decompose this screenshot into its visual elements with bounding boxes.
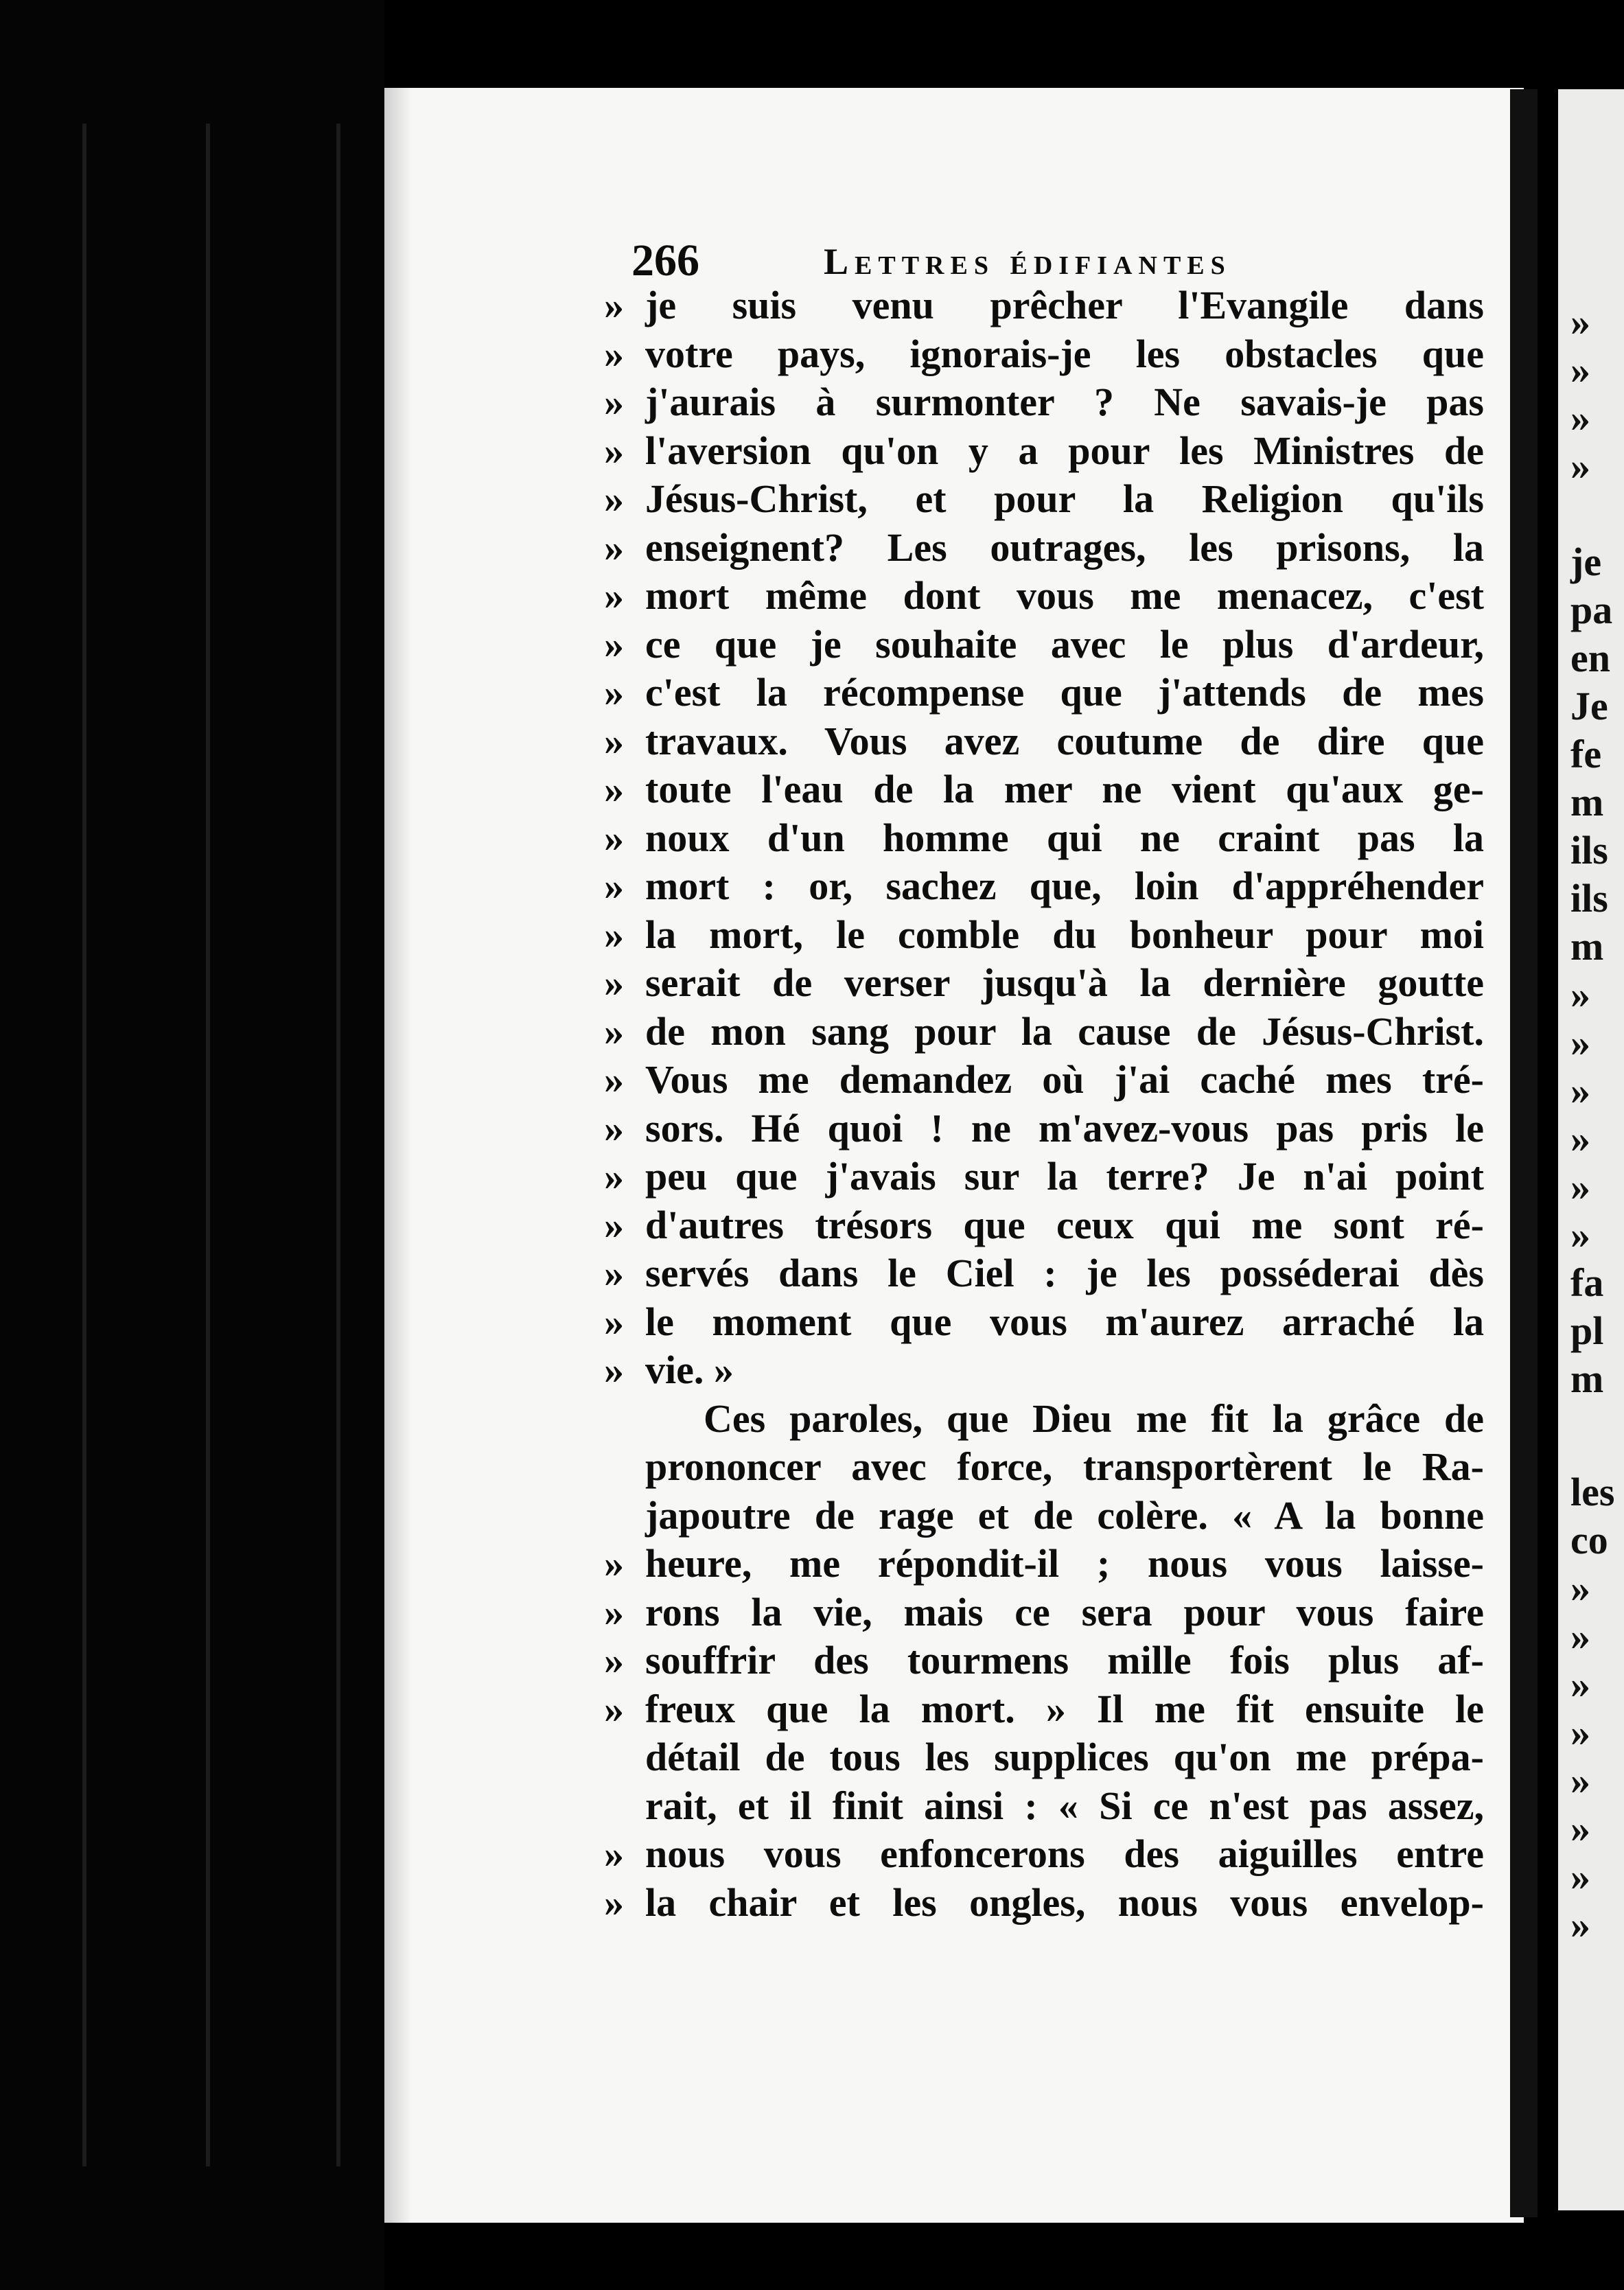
quote-marker: » xyxy=(604,331,624,376)
text-line-content: votre pays, ignorais-je les obstacles que xyxy=(645,331,1484,376)
page-gutter-shading xyxy=(384,88,412,2223)
facing-page-text: fa xyxy=(1570,1260,1604,1305)
text-line-content: prononcer avec force, transportèrent le Ra- xyxy=(645,1444,1484,1489)
quote-marker: » xyxy=(604,864,624,908)
text-line-content: travaux. Vous avez coutume de dire que xyxy=(645,718,1484,763)
facing-page-text: » xyxy=(1570,1068,1590,1113)
facing-page-text: m xyxy=(1570,1356,1604,1401)
text-line xyxy=(604,814,1484,863)
text-line xyxy=(604,1056,1484,1104)
text-line xyxy=(604,1298,1484,1347)
text-line-content: mort même dont vous me menacez, c'est xyxy=(645,573,1484,618)
quote-marker: » xyxy=(604,767,624,811)
text-line-content: rons la vie, mais ce sera pour vous faire xyxy=(645,1589,1484,1634)
binding-stripe xyxy=(82,124,86,2166)
facing-page-text: pl xyxy=(1570,1308,1604,1353)
facing-page-text: » xyxy=(1570,1614,1590,1658)
facing-page-text: » xyxy=(1570,972,1590,1017)
quote-marker: » xyxy=(604,1299,624,1344)
text-line xyxy=(604,1540,1484,1588)
text-line xyxy=(604,572,1484,621)
facing-page-text: je xyxy=(1570,540,1602,584)
facing-page-text: ils xyxy=(1570,828,1608,872)
text-line-content: de mon sang pour la cause de Jésus-Christ. xyxy=(645,1008,1484,1054)
text-line xyxy=(604,1588,1484,1637)
quote-marker: » xyxy=(604,1057,624,1102)
quote-marker: » xyxy=(604,1589,624,1634)
quote-marker: » xyxy=(604,1831,624,1876)
text-line-content: freux que la mort. » Il me fit ensuite le xyxy=(645,1686,1484,1731)
facing-page-text: » xyxy=(1570,1854,1590,1899)
quote-marker: » xyxy=(604,524,624,570)
text-line xyxy=(604,1636,1484,1685)
text-line-content: c'est la récompense que j'attends de mes xyxy=(645,670,1484,715)
quote-marker: » xyxy=(604,621,624,667)
quote-marker: » xyxy=(604,1348,624,1392)
quote-marker: » xyxy=(604,1105,624,1150)
text-line xyxy=(604,1249,1484,1298)
text-line xyxy=(645,1782,1484,1831)
quote-marker: » xyxy=(604,670,624,715)
text-line-content: vie. » xyxy=(645,1348,734,1392)
text-line xyxy=(645,1733,1484,1782)
facing-page-text: » xyxy=(1570,1566,1590,1610)
quote-marker: » xyxy=(604,912,624,957)
text-line-content: j'aurais à surmonter ? Ne savais-je pas xyxy=(645,380,1484,424)
page-edge-shadow xyxy=(1510,89,1538,2217)
text-line-content: Ces paroles, que Dieu me fit la grâce de xyxy=(704,1396,1484,1441)
facing-page-text: » xyxy=(1570,395,1590,440)
text-line xyxy=(604,281,1484,330)
text-line xyxy=(604,765,1484,814)
facing-page-text: en xyxy=(1570,636,1610,680)
text-line-content: Vous me demandez où j'ai caché mes tré- xyxy=(645,1057,1484,1102)
text-line-content: toute l'eau de la mer ne vient qu'aux ge- xyxy=(645,767,1484,811)
text-line xyxy=(604,1153,1484,1201)
body-text xyxy=(604,281,1484,1927)
page-number: 266 xyxy=(631,235,699,286)
text-line-content: la chair et les ongles, nous vous envelop- xyxy=(645,1880,1484,1925)
text-line xyxy=(604,524,1484,572)
quote-marker: » xyxy=(604,573,624,618)
text-line xyxy=(604,1104,1484,1153)
running-title: Lettres édifiantes xyxy=(824,241,1231,282)
quote-marker: » xyxy=(604,1880,624,1925)
quote-marker: » xyxy=(604,1638,624,1682)
quote-marker: » xyxy=(604,718,624,763)
facing-page-text: » xyxy=(1570,299,1590,344)
text-line-content: Jésus-Christ, et pour la Religion qu'ils xyxy=(645,476,1484,521)
text-line xyxy=(604,1830,1484,1879)
text-line xyxy=(645,1492,1484,1540)
text-line-content: rait, et il finit ainsi : « Si ce n'est pas assez, xyxy=(645,1783,1484,1828)
facing-page-text: m xyxy=(1570,780,1604,824)
binding-stripe xyxy=(336,124,340,2166)
text-line xyxy=(604,1008,1484,1056)
text-line xyxy=(604,330,1484,379)
text-line-content: heure, me répondit-il ; nous vous laisse- xyxy=(645,1541,1484,1586)
quote-marker: » xyxy=(604,1251,624,1295)
facing-page-text: Je xyxy=(1570,684,1608,728)
text-line-content: nous vous enfoncerons des aiguilles entre xyxy=(645,1831,1484,1876)
text-line xyxy=(604,1685,1484,1734)
text-line-content: l'aversion qu'on y a pour les Ministres de xyxy=(645,428,1484,473)
text-line-content: servés dans le Ciel : je les posséderai dès xyxy=(645,1251,1484,1295)
quote-marker: » xyxy=(604,428,624,473)
text-line xyxy=(604,911,1484,960)
quote-marker: » xyxy=(604,815,624,860)
text-line xyxy=(604,378,1484,427)
facing-page-text: » xyxy=(1570,1164,1590,1209)
quote-marker: » xyxy=(604,1541,624,1586)
text-line-content: ce que je souhaite avec le plus d'ardeur, xyxy=(645,621,1484,667)
quote-marker: » xyxy=(604,1008,624,1054)
facing-page-text: ils xyxy=(1570,876,1608,921)
text-line-content: la mort, le comble du bonheur pour moi xyxy=(645,912,1484,957)
binding-stripe xyxy=(206,124,210,2166)
facing-page-text: » xyxy=(1570,1212,1590,1257)
facing-page-text: fe xyxy=(1570,732,1602,776)
quote-marker: » xyxy=(604,283,624,327)
text-line-content: détail de tous les supplices qu'on me prépa- xyxy=(645,1735,1484,1779)
facing-page-text: » xyxy=(1570,1662,1590,1707)
facing-page-text: » xyxy=(1570,1758,1590,1803)
text-line xyxy=(604,959,1484,1008)
text-line xyxy=(604,717,1484,766)
facing-page-text: m xyxy=(1570,924,1604,969)
quote-marker: » xyxy=(604,960,624,1005)
text-line-content: serait de verser jusqu'à la dernière goutte xyxy=(645,960,1484,1005)
text-line-content: souffrir des tourmens mille fois plus af- xyxy=(645,1638,1484,1682)
text-line-content: d'autres trésors que ceux qui me sont ré- xyxy=(645,1202,1484,1247)
facing-page-fragment xyxy=(1558,89,1624,2210)
text-line-content: le moment que vous m'aurez arraché la xyxy=(645,1299,1484,1344)
facing-page-text: » xyxy=(1570,443,1590,488)
text-line xyxy=(645,1395,1484,1444)
text-line-content: je suis venu prêcher l'Evangile dans xyxy=(645,283,1484,327)
facing-page-text: » xyxy=(1570,1020,1590,1065)
text-line-content: japoutre de rage et de colère. « A la bonne xyxy=(645,1492,1484,1538)
facing-page-text: » xyxy=(1570,347,1590,392)
dark-background-left xyxy=(0,0,384,2290)
quote-marker: » xyxy=(604,380,624,424)
facing-page-text: » xyxy=(1570,1710,1590,1755)
text-line xyxy=(604,621,1484,669)
quote-marker: » xyxy=(604,1154,624,1199)
text-line-content: enseignent? Les outrages, les prisons, la xyxy=(645,524,1484,570)
text-line xyxy=(645,1443,1484,1492)
text-line xyxy=(604,1201,1484,1250)
quote-marker: » xyxy=(604,1202,624,1247)
text-line xyxy=(604,1346,1484,1395)
facing-page-text: » xyxy=(1570,1116,1590,1161)
text-line xyxy=(604,427,1484,476)
text-line xyxy=(604,475,1484,524)
quote-marker: » xyxy=(604,476,624,521)
text-line-content: noux d'un homme qui ne craint pas la xyxy=(645,815,1484,860)
text-line-content: mort : or, sachez que, loin d'appréhender xyxy=(645,864,1484,908)
quote-marker: » xyxy=(604,1686,624,1731)
facing-page-text: » xyxy=(1570,1902,1590,1947)
facing-page-text: co xyxy=(1570,1518,1608,1562)
text-line xyxy=(604,1879,1484,1928)
facing-page-text: les xyxy=(1570,1470,1615,1514)
text-line-content: sors. Hé quoi ! ne m'avez-vous pas pris le xyxy=(645,1105,1484,1150)
text-line xyxy=(604,669,1484,717)
facing-page-text: » xyxy=(1570,1806,1590,1851)
text-line-content: peu que j'avais sur la terre? Je n'ai point xyxy=(645,1154,1484,1199)
facing-page-text: pa xyxy=(1570,588,1613,632)
text-line xyxy=(604,862,1484,911)
